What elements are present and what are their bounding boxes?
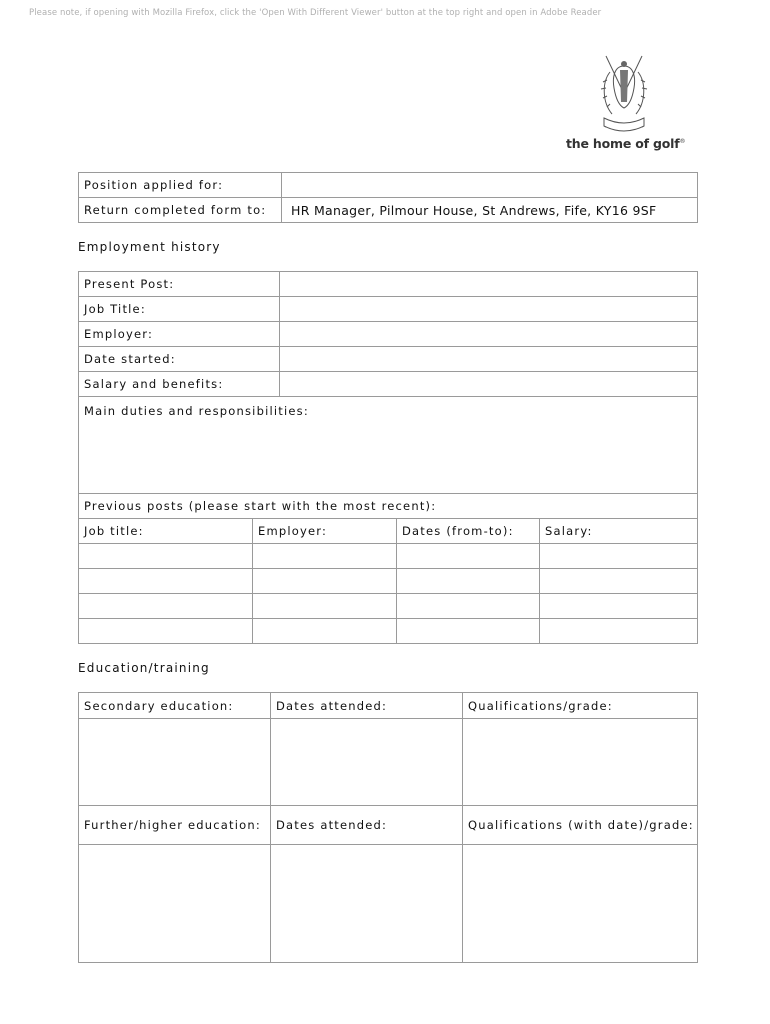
table-cell[interactable] xyxy=(253,544,397,569)
qualifications-field[interactable] xyxy=(463,719,698,806)
table-cell[interactable] xyxy=(397,619,540,644)
table-cell[interactable] xyxy=(397,544,540,569)
education-table xyxy=(78,692,698,963)
viewer-notice: Please note, if opening with Mozilla Firefox, click the 'Open With Different Viewer' button at the top right and open in Adobe Reader xyxy=(29,8,602,18)
table-cell[interactable] xyxy=(79,619,253,644)
employment-heading: Employment history xyxy=(78,240,221,254)
secondary-education-label: Secondary education: xyxy=(79,693,271,719)
table-row xyxy=(79,544,698,569)
return-address: HR Manager, Pilmour House, St Andrews, Fife, KY16 9SF xyxy=(282,198,698,223)
table-cell[interactable] xyxy=(540,569,698,594)
present-post-field[interactable] xyxy=(280,272,698,297)
column-job-title: Job title: xyxy=(79,519,253,544)
logo xyxy=(566,52,686,156)
present-post-label: Present Post: xyxy=(79,272,280,297)
table-row xyxy=(79,569,698,594)
column-dates: Dates (from-to): xyxy=(397,519,540,544)
table-cell[interactable] xyxy=(253,569,397,594)
further-education-field[interactable] xyxy=(79,845,271,963)
table-row xyxy=(79,619,698,644)
table-row xyxy=(79,594,698,619)
date-started-label: Date started: xyxy=(79,347,280,372)
dates-attended-field[interactable] xyxy=(271,719,463,806)
salary-benefits-field[interactable] xyxy=(280,372,698,397)
previous-posts-table xyxy=(78,493,698,644)
table-cell[interactable] xyxy=(540,544,698,569)
employment-table xyxy=(78,271,698,494)
table-cell[interactable] xyxy=(79,569,253,594)
table-cell[interactable] xyxy=(253,619,397,644)
main-duties-field[interactable] xyxy=(79,397,698,494)
tagline xyxy=(566,136,686,151)
position-applied-field[interactable] xyxy=(282,173,698,198)
golf-crest-icon xyxy=(598,52,650,136)
previous-posts-heading: Previous posts (please start with the most recent): xyxy=(79,494,698,519)
table-cell[interactable] xyxy=(397,569,540,594)
main-duties-label: Main duties and responsibilities: xyxy=(84,404,309,418)
qualifications-field-2[interactable] xyxy=(463,845,698,963)
employer-label: Employer: xyxy=(79,322,280,347)
table-cell[interactable] xyxy=(79,594,253,619)
return-form-label: Return completed form to: xyxy=(79,198,282,223)
qualifications-label: Qualifications/grade: xyxy=(463,693,698,719)
table-cell[interactable] xyxy=(253,594,397,619)
dates-attended-field-2[interactable] xyxy=(271,845,463,963)
salary-benefits-label: Salary and benefits: xyxy=(79,372,280,397)
position-applied-label: Position applied for: xyxy=(79,173,282,198)
secondary-education-field[interactable] xyxy=(79,719,271,806)
education-heading: Education/training xyxy=(78,661,210,675)
job-title-field[interactable] xyxy=(280,297,698,322)
table-cell[interactable] xyxy=(540,594,698,619)
job-title-label: Job Title: xyxy=(79,297,280,322)
table-cell[interactable] xyxy=(79,544,253,569)
date-started-field[interactable] xyxy=(280,347,698,372)
position-table xyxy=(78,172,698,223)
column-salary: Salary: xyxy=(540,519,698,544)
employer-field[interactable] xyxy=(280,322,698,347)
dates-attended-label: Dates attended: xyxy=(271,693,463,719)
column-employer: Employer: xyxy=(253,519,397,544)
table-cell[interactable] xyxy=(540,619,698,644)
tagline-text: the home of golf xyxy=(566,136,680,151)
further-education-label: Further/higher education: xyxy=(79,806,271,845)
qualifications-label-2: Qualifications (with date)/grade: xyxy=(463,806,698,845)
dates-attended-label-2: Dates attended: xyxy=(271,806,463,845)
registered-mark: ® xyxy=(679,137,686,145)
table-cell[interactable] xyxy=(397,594,540,619)
